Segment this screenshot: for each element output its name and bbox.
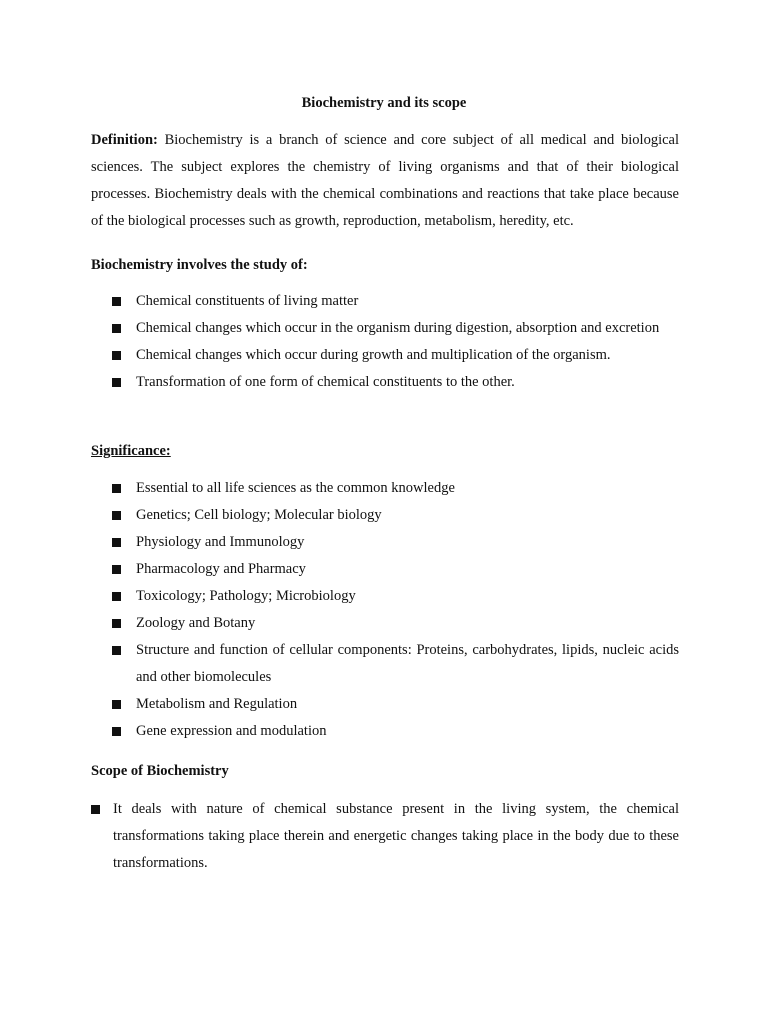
list-item-text: Chemical constituents of living matter xyxy=(136,293,359,309)
significance-heading: Significance: xyxy=(91,443,171,459)
list-item-text: Chemical changes which occur during growth and multiplication of the organism. xyxy=(136,347,611,363)
list-item xyxy=(112,315,679,342)
list-item xyxy=(112,369,679,396)
square-bullet-icon xyxy=(112,592,121,601)
square-bullet-icon xyxy=(91,805,100,814)
square-bullet-icon xyxy=(112,619,121,628)
list-item xyxy=(112,691,679,718)
list-item xyxy=(112,475,679,502)
list-item-text: Toxicology; Pathology; Microbiology xyxy=(136,588,356,604)
scope-list xyxy=(91,796,679,877)
square-bullet-icon xyxy=(112,646,121,655)
square-bullet-icon xyxy=(112,351,121,360)
list-item-text: Zoology and Botany xyxy=(136,615,256,631)
square-bullet-icon xyxy=(112,324,121,333)
list-item-text: Physiology and Immunology xyxy=(136,534,305,550)
list-item-text: It deals with nature of chemical substance present in the living system, the chemical transformations taking place therein and energetic changes taking place in the body due to these transformations. xyxy=(113,801,679,871)
square-bullet-icon xyxy=(112,538,121,547)
page-title: Biochemistry and its scope xyxy=(301,95,467,111)
list-item-text: Essential to all life sciences as the common knowledge xyxy=(136,480,455,496)
list-item xyxy=(112,288,679,315)
list-item xyxy=(112,637,679,691)
square-bullet-icon xyxy=(112,378,121,387)
list-item xyxy=(91,796,679,877)
list-item-text: Chemical changes which occur in the organism during digestion, absorption and excretion xyxy=(136,320,660,336)
definition-paragraph xyxy=(91,127,679,235)
square-bullet-icon xyxy=(112,700,121,709)
square-bullet-icon xyxy=(112,727,121,736)
list-item xyxy=(112,556,679,583)
list-item-text: Structure and function of cellular components: Proteins, carbohydrates, lipids, nucleic acids and other biomolecules xyxy=(136,642,679,685)
list-item-text: Metabolism and Regulation xyxy=(136,696,298,712)
list-item xyxy=(112,718,679,745)
scope-heading: Scope of Biochemistry xyxy=(91,763,229,779)
list-item xyxy=(112,610,679,637)
list-item xyxy=(112,342,679,369)
list-item xyxy=(112,583,679,610)
definition-text: Biochemistry is a branch of science and core subject of all medical and biological sciences. The subject explores the chemistry of living organisms and that of their biological processes. Biochemistry deals with the chemical combinations and reactions that take place because of the biological processes such as growth, reproduction, metabolism, heredity, etc. xyxy=(91,132,680,229)
square-bullet-icon xyxy=(112,297,121,306)
list-item-text: Pharmacology and Pharmacy xyxy=(136,561,306,577)
square-bullet-icon xyxy=(112,565,121,574)
significance-list xyxy=(112,475,679,745)
list-item xyxy=(112,529,679,556)
square-bullet-icon xyxy=(112,484,121,493)
list-item-text: Gene expression and modulation xyxy=(136,723,327,739)
list-item xyxy=(112,502,679,529)
definition-label: Definition: xyxy=(91,132,158,148)
square-bullet-icon xyxy=(112,511,121,520)
involves-list xyxy=(112,288,679,396)
involves-heading: Biochemistry involves the study of: xyxy=(91,257,308,273)
list-item-text: Genetics; Cell biology; Molecular biology xyxy=(136,507,382,523)
list-item-text: Transformation of one form of chemical constituents to the other. xyxy=(136,374,515,390)
